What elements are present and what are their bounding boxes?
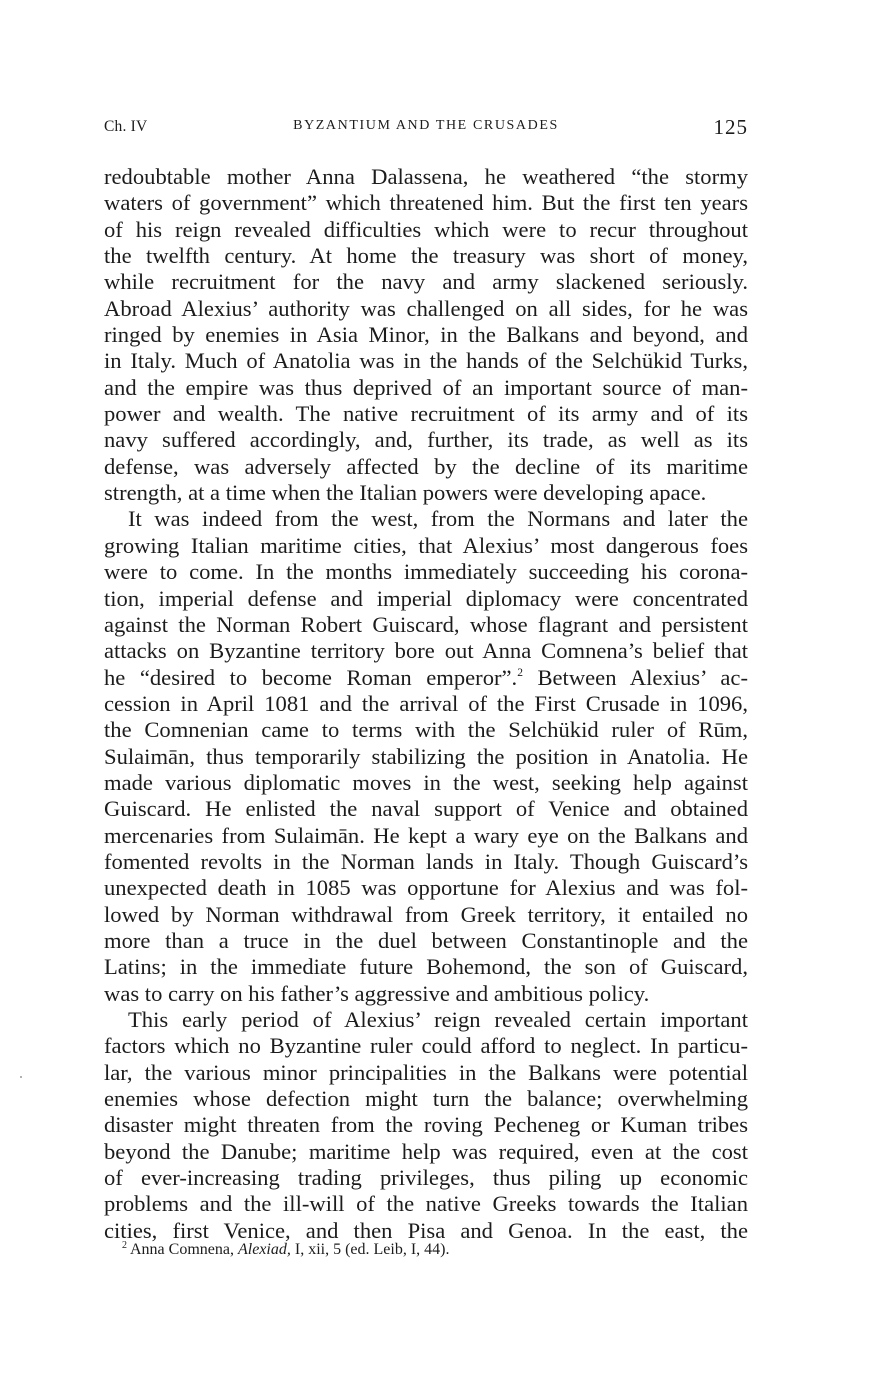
text-line: lowed by Norman withdrawal from Greek territory, it entailed no — [104, 901, 748, 927]
text-line: lar, the various minor principalities in the Balkans were potential — [104, 1059, 748, 1085]
running-title: BYZANTIUM AND THE CRUSADES — [293, 118, 559, 133]
text-line: disaster might threaten from the roving Pecheneg or Kuman tribes — [104, 1112, 748, 1138]
footnote-work-title: Alexiad, — [237, 1241, 291, 1258]
paragraph — [104, 506, 748, 1007]
text-line: defense, was adversely affected by the decline of its maritime — [104, 453, 748, 479]
text-line: beyond the Danube; maritime help was required, even at the cost — [104, 1138, 748, 1164]
text-line: fomented revolts in the Norman lands in Italy. Though Guiscard’s — [104, 848, 748, 874]
text-segment: Between Alexius’ ac- — [522, 664, 748, 690]
text-line: It was indeed from the west, from the Normans and later the — [128, 506, 748, 532]
text-line: Abroad Alexius’ authority was challenged on all sides, for he was — [104, 295, 748, 321]
footnote-reference[interactable]: 2 — [517, 666, 523, 679]
text-line: enemies whose defection might turn the balance; overwhelming — [104, 1086, 748, 1112]
text-line: factors which no Byzantine ruler could afford to neglect. In particu- — [104, 1033, 748, 1059]
footnote-citation: I, xii, 5 (ed. Leib, I, 44). — [290, 1241, 450, 1258]
text-line: strength, at a time when the Italian powers were developing apace. — [104, 480, 707, 506]
text-line: Latins; in the immediate future Bohemond, the son of Guiscard, — [104, 954, 748, 980]
text-line: was to carry on his father’s aggressive and ambitious policy. — [104, 980, 650, 1006]
text-line: of his reign revealed difficulties which were to recur throughout — [104, 216, 748, 242]
text-line: waters of government” which threatened him. But the first ten years — [104, 190, 748, 216]
text-line: the Comnenian came to terms with the Selchükid ruler of Rūm, — [104, 717, 748, 743]
text-line: of ever-increasing trading privileges, thus piling up economic — [104, 1165, 748, 1191]
text-line: made various diplomatic moves in the west, seeking help against — [104, 769, 748, 795]
running-head — [104, 115, 748, 140]
text-line: were to come. In the months immediately succeeding his corona- — [104, 559, 748, 585]
text-line: This early period of Alexius’ reign revealed certain important — [128, 1007, 748, 1032]
text-line: while recruitment for the navy and army slackened seriously. — [104, 269, 748, 295]
text-line: more than a truce in the duel between Constantinople and the — [104, 927, 748, 953]
text-line: cities, first Venice, and then Pisa and Genoa. In the east, the — [104, 1217, 748, 1243]
text-line: in Italy. Much of Anatolia was in the hands of the Selchükid Turks, — [104, 348, 748, 374]
text-line: ringed by enemies in Asia Minor, in the Balkans and beyond, and — [104, 322, 748, 348]
body-text — [104, 164, 748, 1244]
footnote-number: 2 — [122, 1240, 127, 1251]
text-line: the twelfth century. At home the treasury was short of money, — [104, 243, 748, 269]
text-line-with-footnote-ref — [104, 665, 748, 691]
chapter-label: Ch. IV — [104, 118, 148, 135]
text-line: navy suffered accordingly, and, further, its trade, as well as its — [104, 427, 748, 453]
text-line: cession in April 1081 and the arrival of the First Crusade in 1096, — [104, 690, 748, 716]
text-line: tion, imperial defense and imperial diplomacy were concentrated — [104, 585, 748, 611]
text-line: power and wealth. The native recruitment of its army and of its — [104, 401, 748, 427]
text-line: against the Norman Robert Guiscard, whose flagrant and persistent — [104, 611, 748, 637]
text-line: and the empire was thus deprived of an important source of man- — [104, 374, 748, 400]
paragraph — [104, 164, 748, 506]
text-segment: he “desired to become Roman emperor”. — [104, 664, 518, 690]
scan-speck — [20, 1076, 22, 1078]
text-line: mercenaries from Sulaimān. He kept a wary eye on the Balkans and — [104, 822, 748, 848]
page-number: 125 — [713, 115, 748, 139]
text-line: unexpected death in 1085 was opportune for Alexius and was fol- — [104, 875, 748, 901]
text-line: redoubtable mother Anna Dalassena, he weathered “the stormy — [104, 164, 748, 189]
text-line: problems and the ill-will of the native Greeks towards the Italian — [104, 1191, 748, 1217]
paragraph — [104, 1007, 748, 1244]
text-line: growing Italian maritime cities, that Alexius’ most dangerous foes — [104, 532, 748, 558]
footnote — [122, 1239, 748, 1261]
text-line: Guiscard. He enlisted the naval support of Venice and obtained — [104, 796, 748, 822]
footnote-author: Anna Comnena, — [130, 1241, 238, 1258]
text-line: attacks on Byzantine territory bore out Anna Comnena’s belief that — [104, 638, 748, 664]
text-line: Sulaimān, thus temporarily stabilizing the position in Anatolia. He — [104, 743, 748, 769]
